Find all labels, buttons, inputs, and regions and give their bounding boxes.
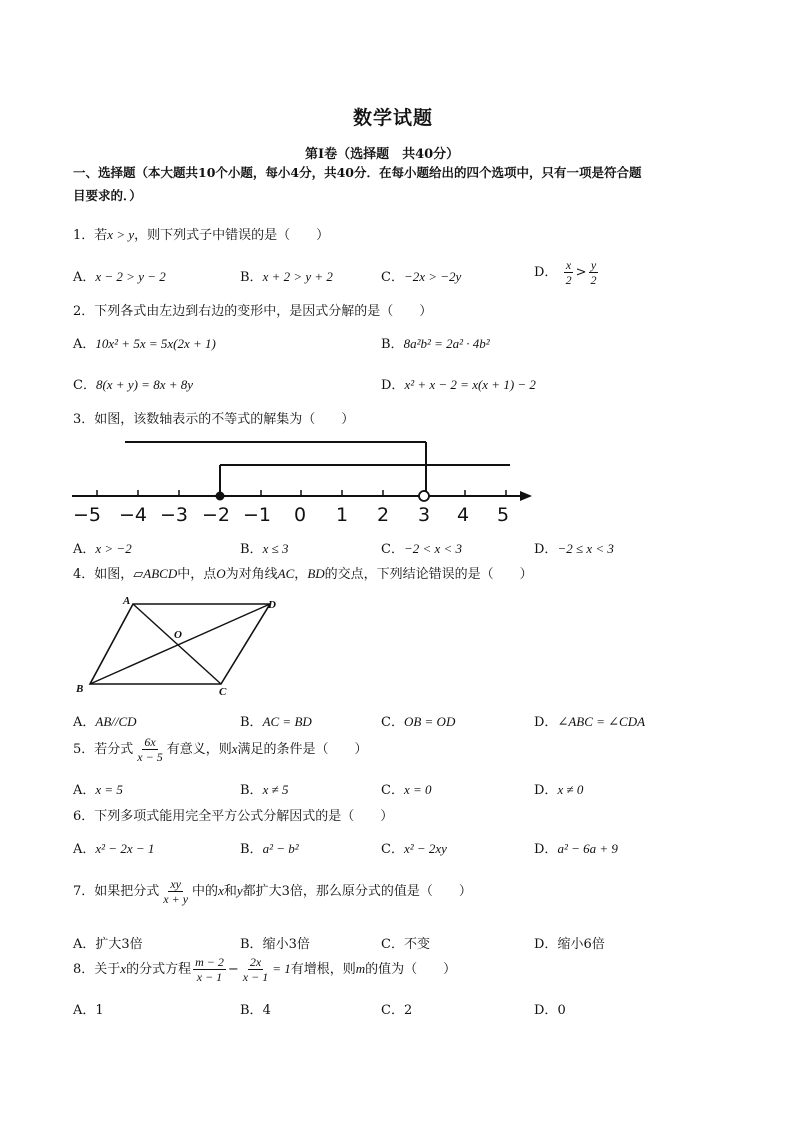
- q8-option-d[interactable]: D．0: [534, 1003, 566, 1018]
- question-4: 4．如图，▱ABCD中，点O为对角线AC，BD的交点，下列结论错误的是（ ）: [73, 566, 533, 582]
- q5-option-a[interactable]: A．x = 5: [73, 782, 123, 798]
- vertex-label: O: [174, 629, 182, 641]
- axis-labels: [73, 504, 509, 526]
- closed-endpoint: [216, 492, 225, 501]
- question-5: 5．若分式 $\frac{6x}{x - 5}$ 有意义，则x满足的条件是（ ）: [73, 735, 368, 764]
- section-instruction-line1: 一、选择题（本大题共10个小题，每小4分，共40分．在每小题给出的四个选项中，只有一项是符合题: [73, 165, 642, 180]
- q5-option-d[interactable]: D．x ≠ 0: [534, 782, 584, 798]
- question-number: 1．: [73, 228, 95, 243]
- fraction: $\frac{x}{2}$: [565, 258, 572, 287]
- vertex-label: A: [123, 595, 131, 607]
- axis-label: −5: [72, 504, 102, 526]
- axis-label: 0: [293, 504, 307, 526]
- q1-option-c[interactable]: C．−2x > −2y: [381, 269, 462, 285]
- axis-label: 4: [456, 504, 470, 526]
- q3-option-d[interactable]: D．−2 ≤ x < 3: [534, 541, 614, 557]
- parallelogram-figure: [70, 592, 290, 697]
- part-title: 第Ⅰ卷（选择题 共40分）: [305, 147, 460, 162]
- q4-option-b[interactable]: B．AC = BD: [240, 714, 312, 730]
- q7-option-b[interactable]: B．缩小3倍: [240, 937, 310, 952]
- question-7: 7．如果把分式 $\frac{xy}{x + y}$ 中的x和y都扩大3倍，那么原分式的值是（ ）: [73, 877, 472, 906]
- q4-option-d[interactable]: D．∠ABC = ∠CDA: [534, 714, 646, 730]
- page-title: 数学试题: [353, 107, 434, 129]
- q6-option-a[interactable]: A．x² − 2x − 1: [73, 841, 155, 857]
- axis-arrow-icon: [520, 491, 532, 501]
- axis-label: −2: [201, 504, 231, 526]
- q6-option-b[interactable]: B．a² − b²: [240, 841, 299, 857]
- q6-option-c[interactable]: C．x² − 2xy: [381, 841, 447, 857]
- diagonal-bd: [90, 604, 270, 684]
- q1-option-a[interactable]: A．x − 2 > y − 2: [73, 269, 166, 285]
- q8-option-b[interactable]: B．4: [240, 1003, 271, 1018]
- question-text: ，则下列式子中错误的是（ ）: [134, 228, 330, 243]
- question-2: 2．下列各式由左边到右边的变形中，是因式分解的是（ ）: [73, 304, 433, 319]
- fraction: $\frac{m - 2}{x - 1}$: [195, 955, 224, 984]
- fraction: $\frac{xy}{x + y}$: [163, 877, 189, 906]
- q7-option-a[interactable]: A．扩大3倍: [73, 937, 143, 952]
- axis-label: −1: [242, 504, 272, 526]
- q4-option-c[interactable]: C．OB = OD: [381, 714, 456, 730]
- q8-option-c[interactable]: C．2: [381, 1003, 413, 1018]
- q7-option-c[interactable]: C．不变: [381, 937, 430, 952]
- q5-option-c[interactable]: C．x = 0: [381, 782, 432, 798]
- axis-label: 1: [335, 504, 349, 526]
- vertex-label: B: [76, 683, 84, 695]
- axis-label: 3: [417, 504, 431, 526]
- fraction: $\frac{y}{2}$: [590, 258, 597, 287]
- math-condition: x > y: [107, 227, 135, 242]
- question-3: 3．如图，该数轴表示的不等式的解集为（ ）: [73, 412, 355, 427]
- axis-label: 2: [376, 504, 390, 526]
- q1-option-b[interactable]: B．x + 2 > y + 2: [240, 269, 333, 285]
- question-text: 若: [94, 228, 108, 243]
- q5-option-b[interactable]: B．x ≠ 5: [240, 782, 289, 798]
- q3-option-b[interactable]: B．x ≤ 3: [240, 541, 289, 557]
- fraction: $\frac{6x}{x - 5}$: [137, 735, 163, 764]
- axis-label: −4: [118, 504, 148, 526]
- number-line-figure: [70, 436, 550, 528]
- q8-option-a[interactable]: A．1: [73, 1003, 104, 1018]
- q3-option-a[interactable]: A．x > −2: [73, 541, 132, 557]
- q2-option-b[interactable]: B．8a²b² = 2a² · 4b²: [381, 336, 490, 352]
- diagonal-ac: [133, 604, 221, 684]
- q7-option-d[interactable]: D．缩小6倍: [534, 937, 605, 952]
- q3-option-c[interactable]: C．−2 < x < 3: [381, 541, 463, 557]
- axis-label: −3: [159, 504, 189, 526]
- question-8: 8．关于x的分式方程 $\frac{m - 2}{x - 1}$ − $\frac{2x}{x - 1}$ = 1有增根，则m的值为（ ）: [73, 955, 457, 984]
- q6-option-d[interactable]: D．a² − 6a + 9: [534, 841, 618, 857]
- q1-option-d[interactable]: D． $\frac{x}{2}$ > $\frac{y}{2}$: [534, 258, 597, 287]
- section-instruction-line2: 目要求的．）: [73, 188, 142, 203]
- question-1: [73, 224, 329, 243]
- q4-option-a[interactable]: A．AB//CD: [73, 714, 137, 730]
- open-endpoint: [419, 491, 429, 501]
- vertex-label: C: [219, 686, 227, 697]
- q2-option-c[interactable]: C．8(x + y) = 8x + 8y: [73, 377, 194, 393]
- vertex-label: D: [268, 599, 276, 611]
- axis-label: 5: [496, 504, 510, 526]
- fraction: $\frac{2x}{x - 1}$: [242, 955, 269, 984]
- q2-option-a[interactable]: A．10x² + 5x = 5x(2x + 1): [73, 336, 216, 352]
- question-6: 6．下列多项式能用完全平方公式分解因式的是（ ）: [73, 809, 394, 824]
- q2-option-d[interactable]: D．x² + x − 2 = x(x + 1) − 2: [381, 377, 536, 393]
